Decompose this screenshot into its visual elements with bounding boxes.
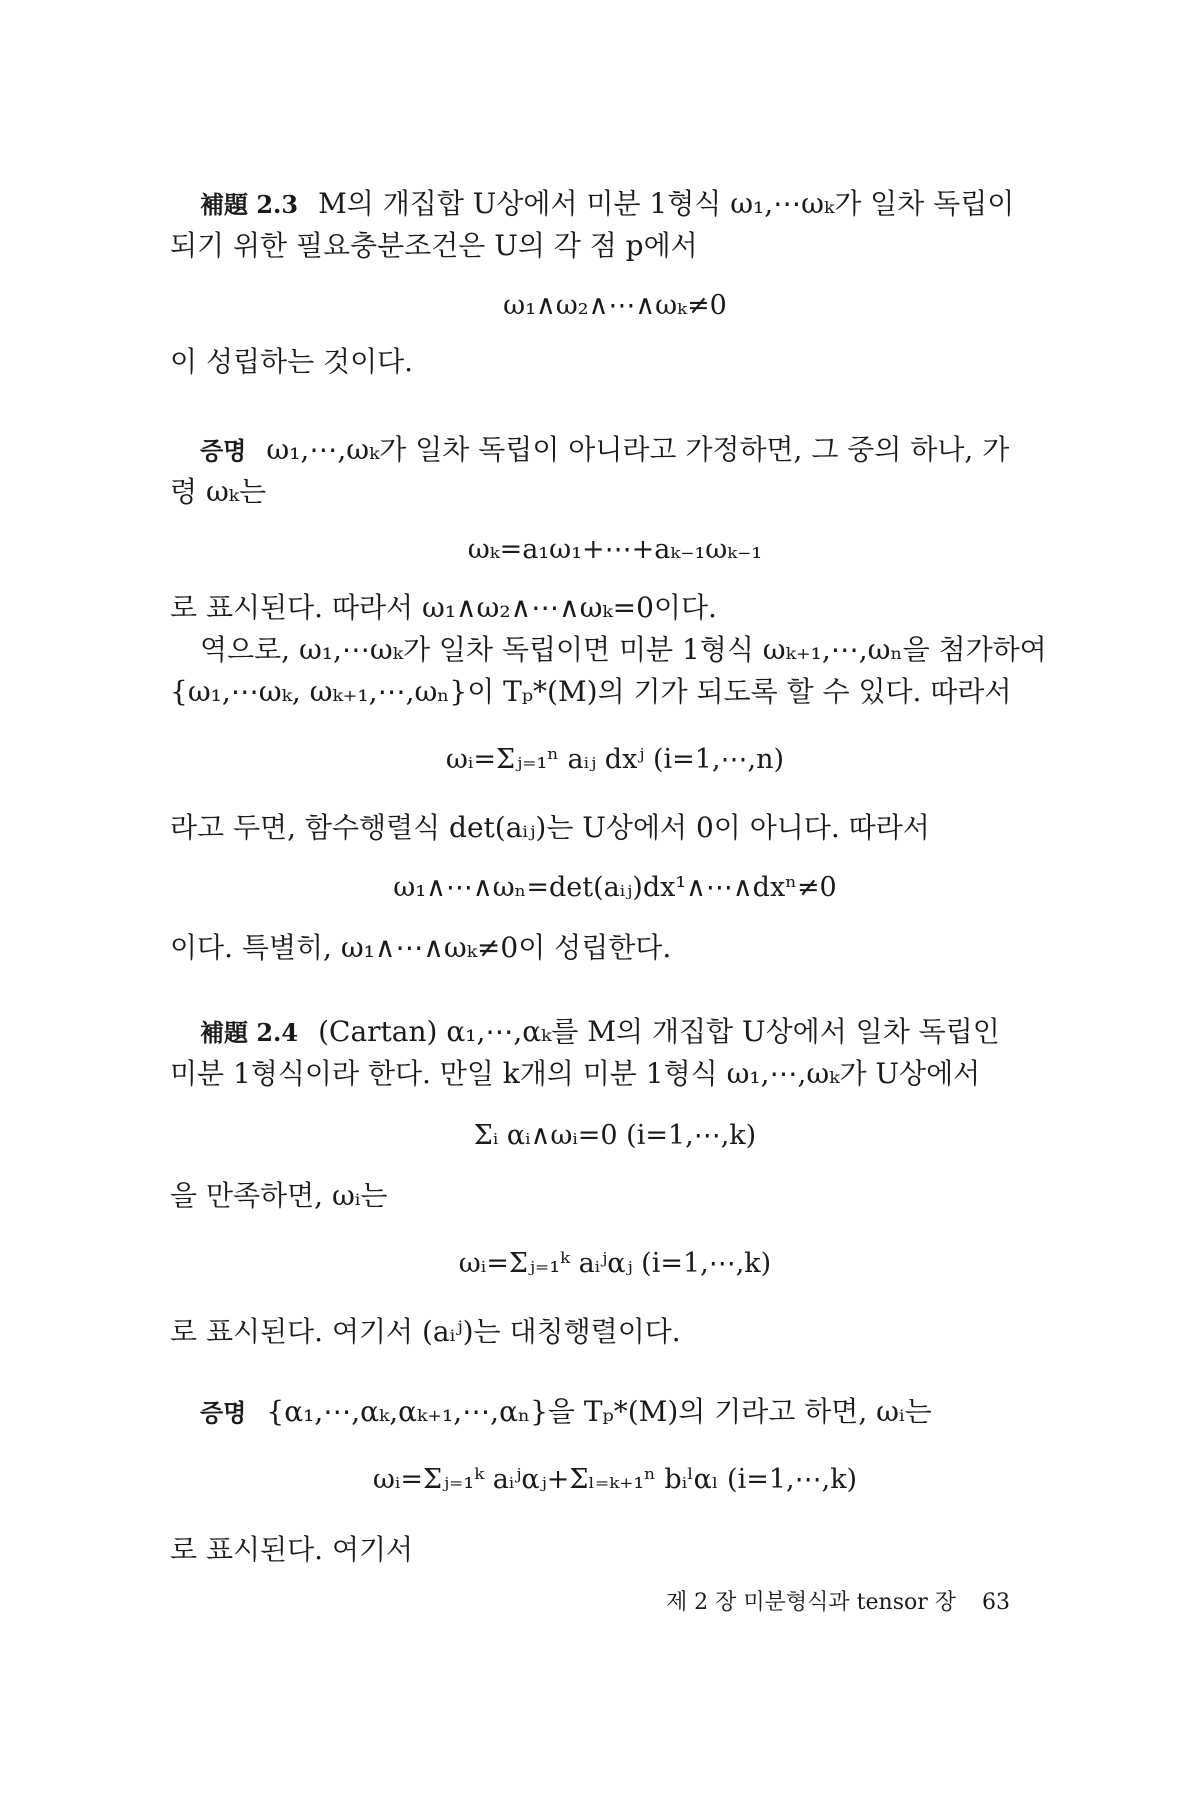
lemma-2-3-label: 補題 2.3 <box>200 190 299 219</box>
proof-2-3-line-3: 로 표시된다. 따라서 ω₁∧ω₂∧⋯∧ωₖ=0이다. <box>170 591 717 624</box>
proof-2-3-label: 증명 <box>200 436 247 465</box>
lemma-2-3-equation: ω₁∧ω₂∧⋯∧ωₖ≠0 <box>503 290 727 321</box>
lemma-2-4-line-4: 로 표시된다. 여기서 (aᵢʲ)는 대칭행렬이다. <box>170 1315 681 1348</box>
proof-2-4-equation-1: ωᵢ=Σⱼ₌₁ᵏ aᵢʲαⱼ+Σₗ₌ₖ₊₁ⁿ bᵢˡαₗ (i=1,⋯,k) <box>372 1464 858 1495</box>
lemma-2-4-label: 補題 2.4 <box>200 1018 299 1047</box>
lemma-2-3-line-1: 補題 2.3 M의 개집합 U상에서 미분 1형식 ω₁,⋯ωₖ가 일차 독립이 <box>200 187 1015 220</box>
proof-2-3-equation-3: ω₁∧⋯∧ωₙ=det(aᵢⱼ)dx¹∧⋯∧dxⁿ≠0 <box>393 872 837 903</box>
proof-2-3-line-7: 이다. 특별히, ω₁∧⋯∧ωₖ≠0이 성립한다. <box>170 931 672 964</box>
proof-2-3-line-1: 증명 ω₁,⋯,ωₖ가 일차 독립이 아니라고 가정하면, 그 중의 하나, 가 <box>200 433 1010 466</box>
proof-2-3-line-5: {ω₁,⋯ωₖ, ωₖ₊₁,⋯,ωₙ}이 Tₚ*(M)의 기가 되도록 할 수 있다. 따라서 <box>170 675 1012 708</box>
lemma-2-4-equation-2: ωᵢ=Σⱼ₌₁ᵏ aᵢʲαⱼ (i=1,⋯,k) <box>458 1248 772 1279</box>
proof-2-3-line-4: 역으로, ω₁,⋯ωₖ가 일차 독립이면 미분 1형식 ωₖ₊₁,⋯,ωₙ을 첨가하여 <box>200 633 1047 666</box>
proof-2-4-line-2: 로 표시된다. 여기서 <box>170 1533 414 1566</box>
lemma-2-3-line-3: 이 성립하는 것이다. <box>170 345 414 378</box>
lemma-2-4-line-2: 미분 1형식이라 한다. 만일 k개의 미분 1형식 ω₁,⋯,ωₖ가 U상에서 <box>170 1057 981 1090</box>
lemma-2-4-equation-1: Σᵢ αᵢ∧ωᵢ=0 (i=1,⋯,k) <box>473 1120 757 1151</box>
lemma-2-4-line-1: 補題 2.4 (Cartan) α₁,⋯,αₖ를 M의 개집합 U상에서 일차 독립인 <box>200 1015 1000 1048</box>
proof-2-3-equation-1: ωₖ=a₁ω₁+⋯+aₖ₋₁ωₖ₋₁ <box>467 534 763 565</box>
footer-chapter-title: 제 2 장 미분형식과 tensor 장 <box>665 1590 956 1615</box>
proof-2-4-line-1: 증명 {α₁,⋯,αₖ,αₖ₊₁,⋯,αₙ}을 Tₚ*(M)의 기라고 하면, ωᵢ는 <box>200 1395 932 1428</box>
proof-2-4-label: 증명 <box>200 1398 247 1427</box>
lemma-2-4-line-3: 을 만족하면, ωᵢ는 <box>170 1179 388 1212</box>
page-number: 63 <box>982 1590 1010 1615</box>
proof-2-3-equation-2: ωᵢ=Σⱼ₌₁ⁿ aᵢⱼ dxʲ (i=1,⋯,n) <box>445 744 785 775</box>
proof-2-3-line-2: 령 ωₖ는 <box>170 475 267 508</box>
page-footer <box>666 1588 1010 1618</box>
proof-2-3-line-6: 라고 두면, 함수행렬식 det(aᵢⱼ)는 U상에서 0이 아니다. 따라서 <box>170 811 930 844</box>
lemma-2-3-line-2: 되기 위한 필요충분조건은 U의 각 점 p에서 <box>170 229 698 262</box>
